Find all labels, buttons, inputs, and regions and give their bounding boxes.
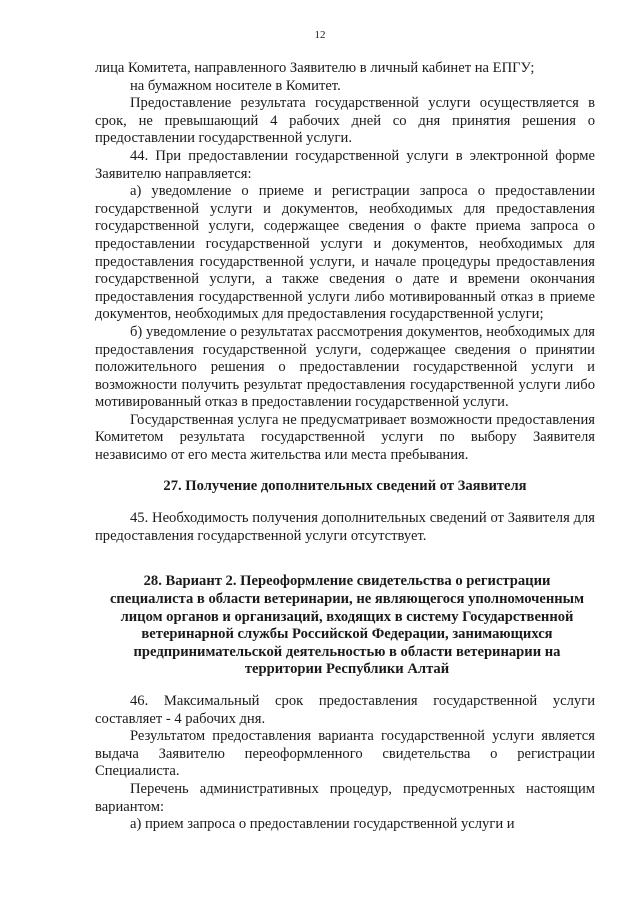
paragraph-procedure-a: а) прием запроса о предоставлении государственной услуги и bbox=[130, 816, 515, 833]
document-body bbox=[95, 60, 595, 834]
section-heading-28: 28. Вариант 2. Переоформление свидетельства о регистрации специалиста в области ветеринарии, не являющегося уполномоченным лицом органов и организаций, входящих в систему Государственной ветеринарной службы Российской Федерации, занимающихся предпринимательской деятельностью в области ветеринарии на территории Республики Алтай bbox=[109, 573, 585, 678]
paragraph-procedures-list: Перечень административных процедур, предусмотренных настоящим вариантом: bbox=[95, 780, 595, 815]
paragraph-result-delivery: Предоставление результата государственной услуги осуществляется в срок, не превышающий 4 рабочих дней со дня принятия решения о предоставлении государственной услуги. bbox=[95, 95, 595, 147]
paragraph-44-a: а) уведомление о приеме и регистрации запроса о предоставлении государственной услуги и документов, необходимых для предоставления государственной услуги, содержащее сведения о факте приема запроса о предоставлении государственной услуги и документов, необходимых для предоставления государственной услуги, и начале процедуры предоставления государственной услуги, а также сведения о дате и времени окончания предоставления государственной услуги либо мотивированный отказ в приеме документов, необходимых для предоставления государственной услуги; bbox=[95, 183, 595, 323]
paragraph-paper-carrier: на бумажном носителе в Комитет. bbox=[130, 77, 341, 94]
paragraph-45: 45. Необходимость получения дополнительных сведений от Заявителя для предоставления государственной услуги отсутствует. bbox=[95, 510, 595, 544]
paragraph-continuation: лица Комитета, направленного Заявителю в личный кабинет на ЕПГУ; bbox=[95, 60, 535, 76]
paragraph-46: 46. Максимальный срок предоставления государственной услуги составляет - 4 рабочих дня. bbox=[95, 693, 595, 727]
section-heading-27: 27. Получение дополнительных сведений от Заявителя bbox=[163, 477, 527, 494]
paragraph-result-variant: Результатом предоставления варианта государственной услуги является выдача Заявителю переоформленного свидетельства о регистрации Специалиста. bbox=[95, 728, 595, 780]
paragraph-no-extraterritorial: Государственная услуга не предусматривает возможности предоставления Комитетом результата государственной услуги по выбору Заявителя независимо от его места жительства или места пребывания. bbox=[95, 411, 595, 464]
page-number: 12 bbox=[314, 29, 326, 41]
paragraph-44: 44. При предоставлении государственной услуги в электронной форме Заявителю направляется: bbox=[95, 147, 595, 182]
paragraph-44-b: б) уведомление о результатах рассмотрения документов, необходимых для предоставления государственной услуги, содержащее сведения о принятии положительного решения о предоставлении государственной услуги и возможности получить результат предоставления государственной услуги либо мотивированный отказ в предоставлении государственной услуги. bbox=[95, 323, 595, 411]
